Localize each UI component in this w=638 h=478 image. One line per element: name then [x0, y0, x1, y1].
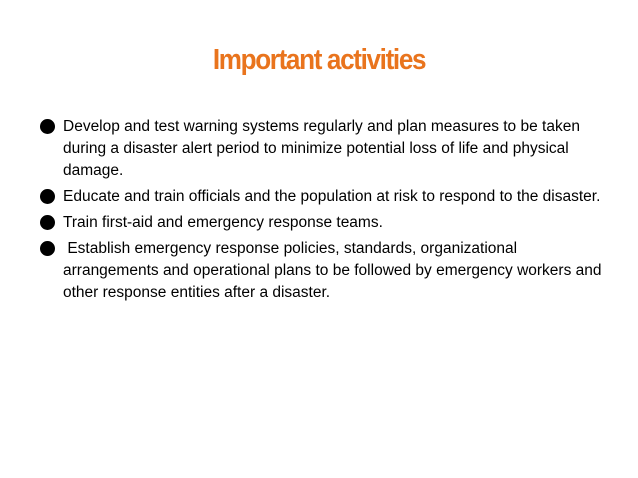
slide-title: Important activities: [212, 44, 426, 76]
bullet-item-3: [40, 212, 610, 234]
bullet-dot-icon: [40, 189, 55, 204]
bullet-list: [40, 116, 610, 308]
bullet-item-2: [40, 186, 610, 208]
bullet-text: Establish emergency response policies, standards, organizational arrangements and operational plans to be followed by emergency workers and other response entities after a disaster.: [63, 240, 606, 301]
bullet-dot-icon: [40, 241, 55, 256]
bullet-text: Develop and test warning systems regularly and plan measures to be taken during a disaster alert period to minimize potential loss of life and physical damage.: [63, 118, 580, 179]
bullet-item-4: [40, 238, 610, 304]
bullet-dot-icon: [40, 119, 55, 134]
bullet-text: Educate and train officials and the population at risk to respond to the disaster.: [63, 188, 601, 205]
bullet-text: Train first-aid and emergency response teams.: [63, 214, 383, 231]
bullet-dot-icon: [40, 215, 55, 230]
bullet-item-1: [40, 116, 610, 182]
